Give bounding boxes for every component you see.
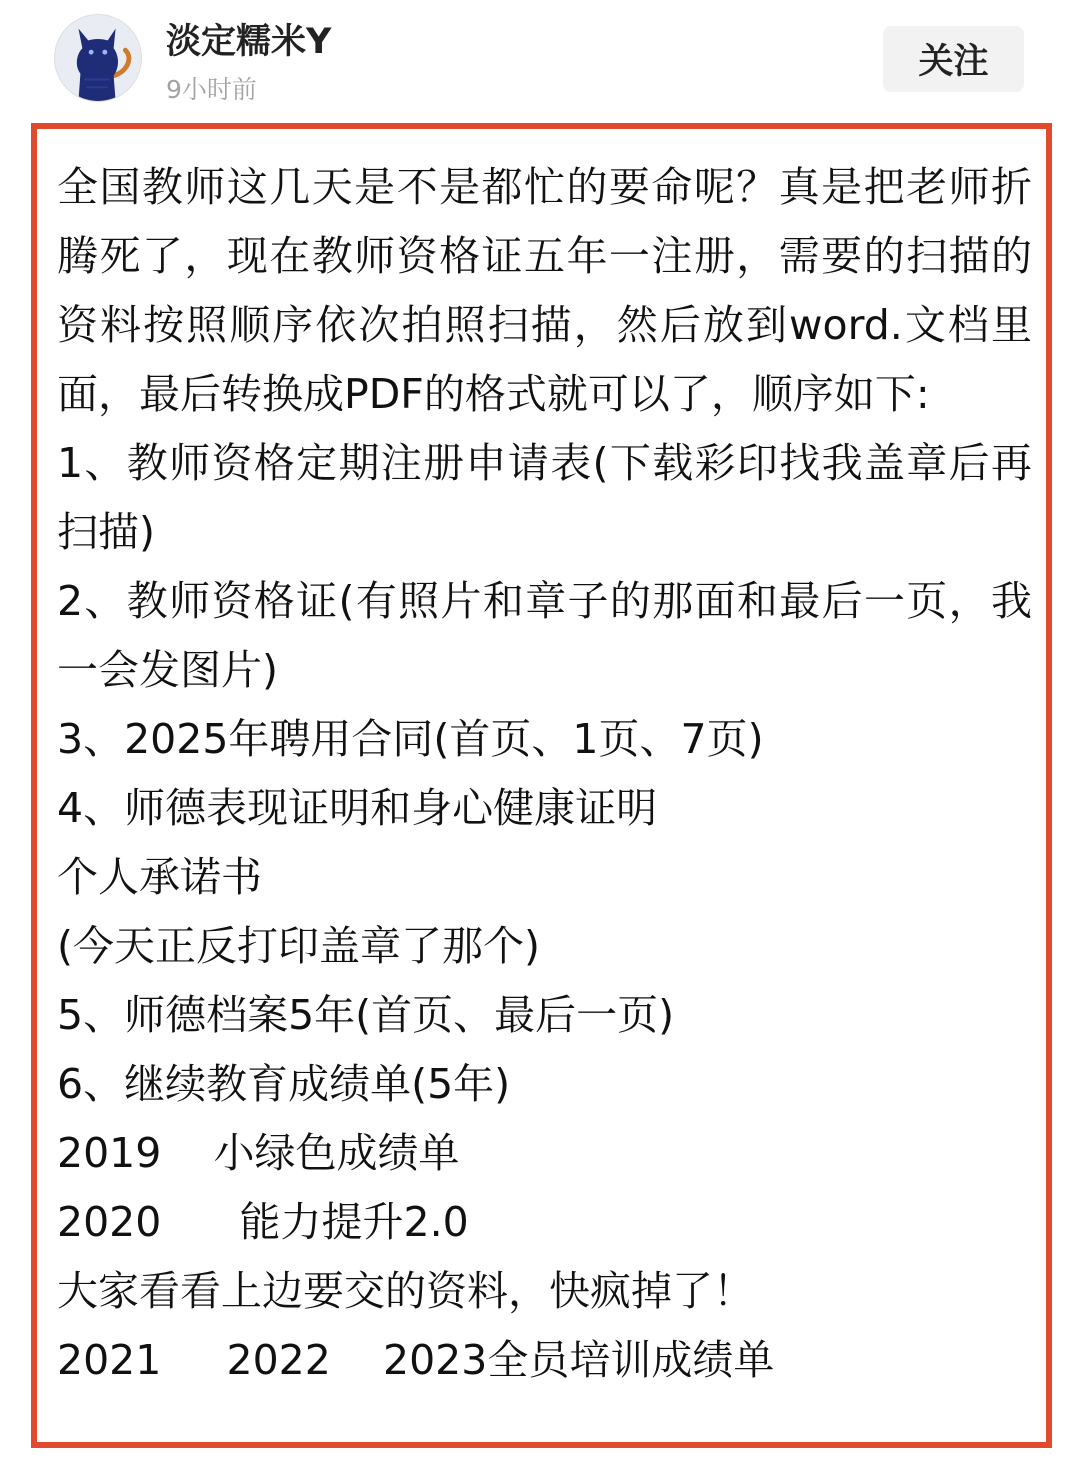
username[interactable]: 淡定糯米Y: [166, 22, 332, 62]
cat-avatar-icon: [55, 15, 141, 101]
list-item-1: 1、教师资格定期注册申请表(下载彩印找我盖章后再扫描): [57, 439, 1032, 556]
list-item-4-sub-1: 个人承诺书: [57, 853, 262, 901]
list-item-5: 5、师德档案5年(首页、最后一页): [57, 991, 675, 1039]
follow-button[interactable]: 关注: [883, 26, 1024, 92]
exclamation-line: 大家看看上边要交的资料，快疯掉了！: [57, 1267, 754, 1315]
year-line-2020: 2020 能力提升2.0: [57, 1198, 469, 1246]
post-body: [57, 153, 1032, 1395]
highlighted-post-content: [31, 123, 1052, 1448]
avatar[interactable]: [54, 14, 142, 102]
list-item-4-sub-2: (今天正反打印盖章了那个): [57, 922, 540, 970]
post-timestamp: 9小时前: [166, 75, 257, 104]
list-item-4: 4、师德表现证明和身心健康证明: [57, 784, 658, 832]
list-item-6: 6、继续教育成绩单(5年): [57, 1060, 511, 1108]
year-line-2021-2023: 2021 2022 2023全员培训成绩单: [57, 1336, 775, 1384]
list-item-3: 3、2025年聘用合同(首页、1页、7页): [57, 715, 764, 763]
post-intro: 全国教师这几天是不是都忙的要命呢？真是把老师折腾死了，现在教师资格证五年一注册，需要的扫描的资料按照顺序依次拍照扫描，然后放到word.文档里面，最后转换成PDF的格式就可以了，顺序如下:: [57, 163, 1032, 418]
post-header: [0, 0, 1080, 120]
list-item-2: 2、教师资格证(有照片和章子的那面和最后一页，我一会发图片): [57, 577, 1032, 694]
year-line-2019: 2019 小绿色成绩单: [57, 1129, 460, 1177]
